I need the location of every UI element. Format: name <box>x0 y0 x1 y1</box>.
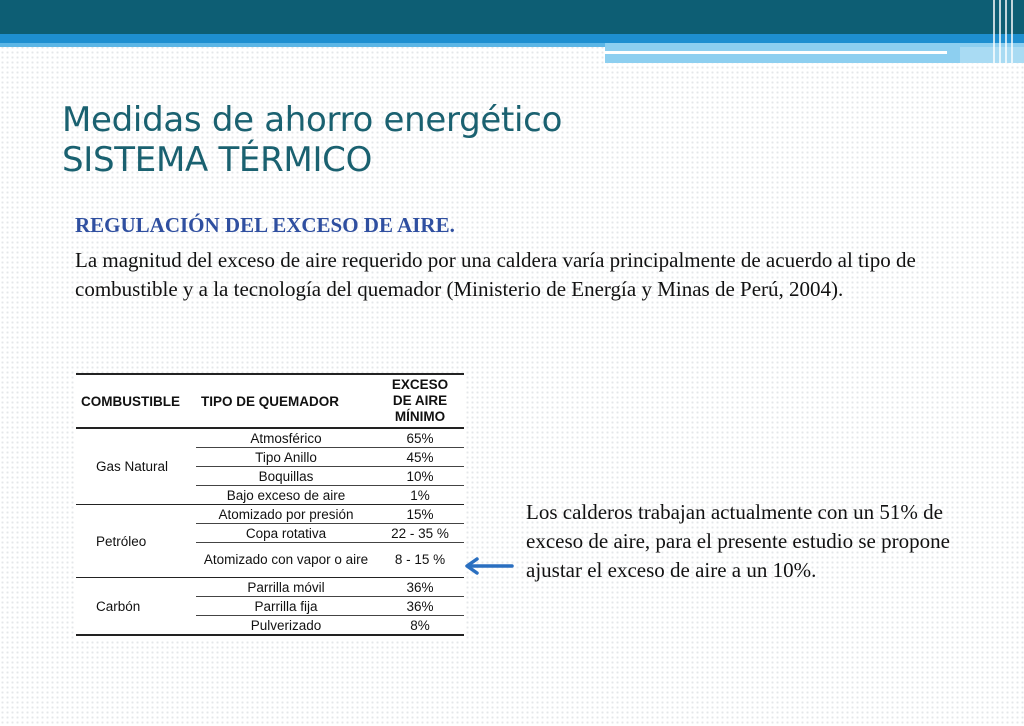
excess-air-table <box>76 373 464 636</box>
burner-cell: Bajo exceso de aire <box>196 486 376 505</box>
excess-cell: 22 - 35 % <box>376 524 464 543</box>
table-header-row <box>76 374 464 428</box>
slide-title-line1: Medidas de ahorro energético <box>62 100 563 140</box>
burner-cell: Atmosférico <box>196 428 376 448</box>
burner-cell: Atomizado con vapor o aire <box>196 543 376 578</box>
burner-cell: Atomizado por presión <box>196 505 376 524</box>
fuel-cell: Petróleo <box>76 505 196 578</box>
burner-cell: Tipo Anillo <box>196 448 376 467</box>
burner-cell: Parrilla fija <box>196 597 376 616</box>
header-bar-light-corner <box>960 47 1024 63</box>
header-tipo-quemador: TIPO DE QUEMADOR <box>196 374 376 428</box>
table-row <box>76 505 464 524</box>
intro-paragraph: La magnitud del exceso de aire requerido por una caldera varía principalmente de acuerdo al tipo de combustible y a la tecnología del quemador (Ministerio de Energía y Minas de Perú, 2004). <box>75 248 916 301</box>
table-row <box>76 428 464 448</box>
burner-cell: Parrilla móvil <box>196 578 376 597</box>
header-bar-blue <box>0 34 1024 43</box>
excess-cell: 65% <box>376 428 464 448</box>
fuel-cell: Carbón <box>76 578 196 636</box>
header-stripe <box>999 0 1001 63</box>
excess-cell: 15% <box>376 505 464 524</box>
slide-title <box>62 100 562 180</box>
section-subtitle: REGULACIÓN DEL EXCESO DE AIRE. <box>75 213 455 237</box>
header-exceso-aire: EXCESO DE AIRE MÍNIMO <box>376 374 464 428</box>
burner-cell: Copa rotativa <box>196 524 376 543</box>
header-white-line <box>605 51 947 54</box>
fuel-cell: Gas Natural <box>76 428 196 505</box>
excess-cell: 8 - 15 % <box>376 543 464 578</box>
excess-cell: 45% <box>376 448 464 467</box>
excess-cell: 36% <box>376 597 464 616</box>
table-row <box>76 578 464 597</box>
header-stripe <box>993 0 995 63</box>
header-combustible: COMBUSTIBLE <box>76 374 196 428</box>
header-stripe <box>1005 0 1007 63</box>
excess-cell: 1% <box>376 486 464 505</box>
burner-cell: Boquillas <box>196 467 376 486</box>
excess-cell: 36% <box>376 578 464 597</box>
slide-title-line2: SISTEMA TÉRMICO <box>62 140 373 180</box>
header-stripe <box>1011 0 1013 63</box>
excess-air-table-image <box>76 373 466 640</box>
header-bar-light <box>0 43 605 47</box>
left-arrow-icon <box>462 556 514 576</box>
excess-cell: 8% <box>376 616 464 636</box>
burner-cell: Pulverizado <box>196 616 376 636</box>
excess-cell: 10% <box>376 467 464 486</box>
note-paragraph: Los calderos trabajan actualmente con un 51% de exceso de aire, para el presente estudio se propone ajustar el exceso de aire a un 10%. <box>526 500 950 582</box>
header-bar-dark <box>0 0 1024 34</box>
